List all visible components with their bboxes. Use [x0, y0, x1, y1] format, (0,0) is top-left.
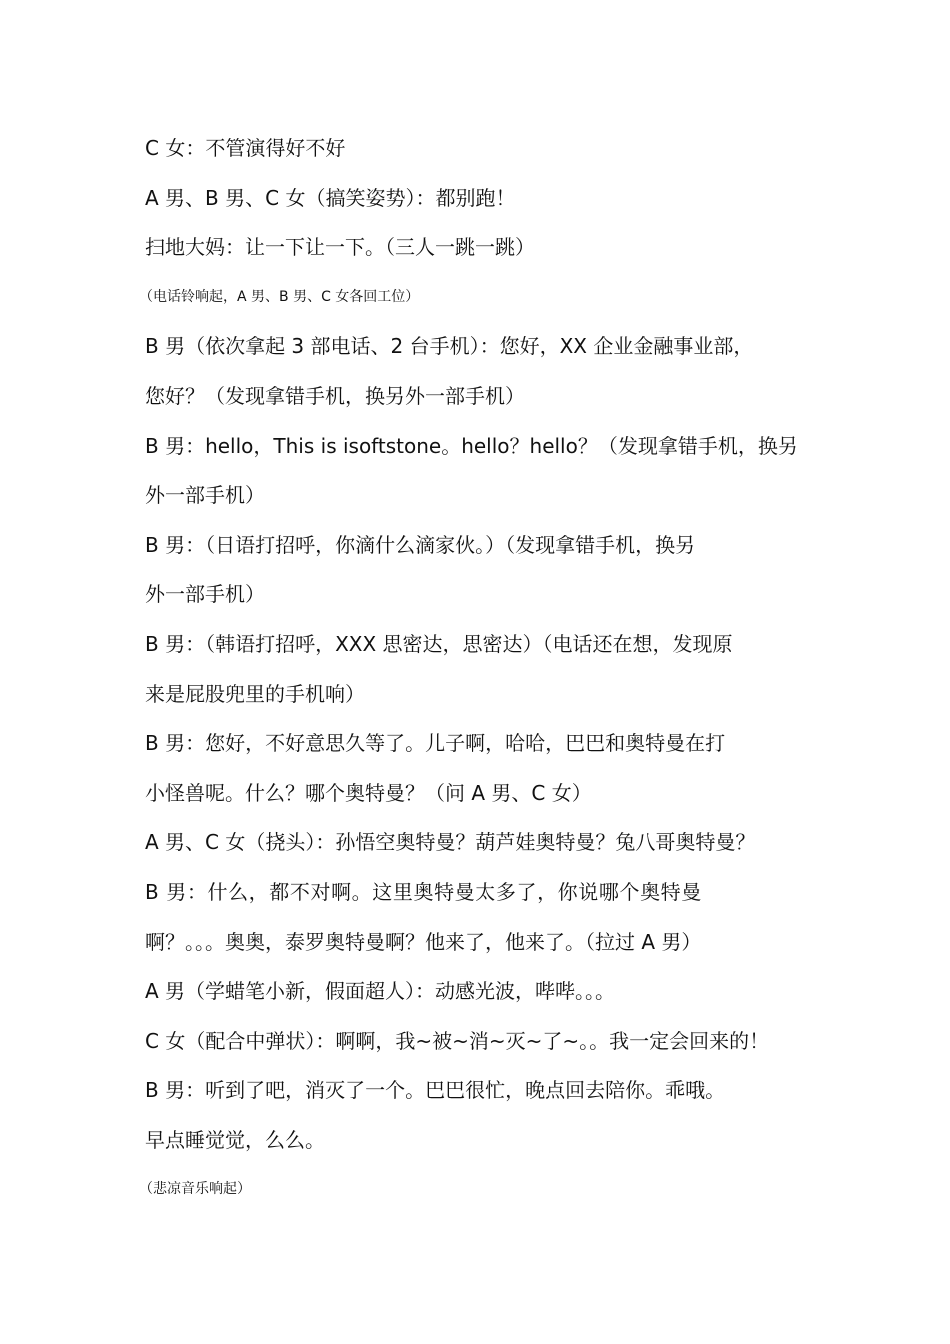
script-line: A 男、B 男、C 女（搞笑姿势）：都别跑！	[145, 185, 516, 210]
script-line: 外一部手机）	[145, 483, 265, 508]
script-line: 扫地大妈：让一下让一下。（三人一跳一跳）	[145, 235, 535, 260]
script-line: C 女：不管演得好不好	[145, 136, 346, 160]
script-body	[139, 124, 815, 1215]
script-line: B 男：听到了吧，消灭了一个。巴巴很忙，晚点回去陪你。乖哦。	[145, 1078, 726, 1103]
script-line: 早点睡觉觉，么么。	[145, 1127, 325, 1152]
script-line: A 男（学蜡笔小新，假面超人）：动感光波，哔哔。。。	[145, 979, 616, 1004]
script-line: B 男（依次拿起 3 部电话、2 台手机）：您好，XX 企业金融事业部，	[145, 334, 754, 359]
script-line: B 男：什么，都不对啊。这里奥特曼太多了，你说哪个奥特曼	[145, 879, 702, 904]
script-line: C 女（配合中弹状）：啊啊，我~被~消~灭~了~。。我一定会回来的！	[145, 1028, 770, 1053]
script-line: 啊？。。。奥奥，泰罗奥特曼啊？他来了，他来了。（拉过 A 男）	[145, 929, 702, 954]
script-line: B 男：（日语打招呼，你滴什么滴家伙。）（发现拿错手机，换另	[145, 532, 696, 557]
script-line: B 男：您好，不好意思久等了。儿子啊，哈哈，巴巴和奥特曼在打	[145, 731, 726, 756]
script-line: 外一部手机）	[145, 582, 265, 607]
stage-direction: （电话铃响起，A 男、B 男、C 女各回工位）	[139, 288, 420, 305]
script-line: 来是屁股兜里的手机响）	[145, 681, 365, 706]
script-line: A 男、C 女（挠头）：孙悟空奥特曼？葫芦娃奥特曼？兔八哥奥特曼？	[145, 830, 756, 855]
stage-direction: （悲凉音乐响起）	[139, 1181, 251, 1198]
script-line: B 男：hello，This is isoftstone。hello？hello？（发现拿错手机，换另	[145, 433, 798, 458]
script-line: B 男：（韩语打招呼，XXX 思密达，思密达）（电话还在想，发现原	[145, 631, 733, 656]
script-line: 您好？（发现拿错手机，换另外一部手机）	[145, 383, 525, 408]
script-line: 小怪兽呢。什么？哪个奥特曼？（问 A 男、C 女）	[145, 780, 592, 805]
